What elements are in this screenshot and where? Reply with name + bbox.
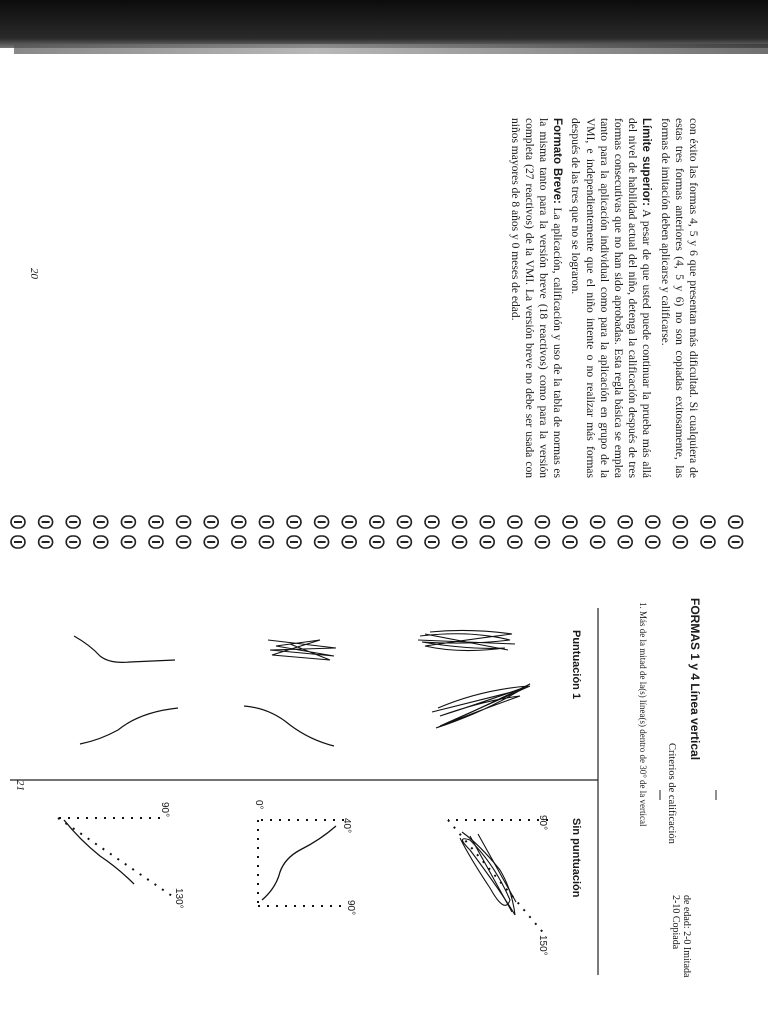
score-1-heading: Puntuación 1	[570, 630, 582, 700]
label-90-mid: 90°	[345, 900, 356, 916]
breve-title: Formato Breve:	[551, 118, 564, 204]
scribble-4	[244, 706, 334, 746]
age-line-1: de edad: 2-0 Imitada	[681, 895, 692, 978]
scribble-3	[268, 640, 336, 660]
scribble-8	[262, 826, 336, 900]
page-title: FORMAS 1 y 4 Línea vertical	[688, 598, 702, 761]
dotted-line-130	[58, 818, 172, 896]
scribble-6	[80, 708, 178, 744]
scribble-5	[74, 636, 175, 662]
label-90-top: 90°	[537, 815, 548, 831]
scribble-1	[418, 630, 515, 650]
page-number-right: 21	[14, 780, 26, 791]
scribble-2	[432, 684, 530, 728]
label-150: 150°	[537, 935, 548, 956]
scribble-7	[460, 832, 516, 915]
paragraph-intro: con éxito las formas 4, 5 y 6 que presentan más dificultad. Si cualquiera de estas tres formas anteriores (4, 5 y 6) no son copiadas exitosamente, las formas de imitación deben aplicarse y calificarse.	[658, 118, 699, 478]
label-90-bottom: 90°	[159, 802, 170, 818]
criteria-heading: Criterios de calificación	[666, 743, 677, 844]
no-score-heading: Sin puntuación	[570, 818, 582, 898]
label-0: 0°	[253, 800, 264, 810]
criteria-rule: 1. Más de la mitad de la(s) línea(s) dentro de 30° de la vertical	[638, 602, 648, 827]
limite-title: Límite superior:	[640, 118, 653, 206]
page-number-left: 20	[28, 268, 40, 279]
limite-text: A pesar de que usted puede continuar la prueba más allá del nivel de habilidad actual del niño, detenga la calificación después de tres formas consecutivas que no han sido aprobadas. Esta regla básica se emplea tanto para la aplicación individual como para la aplicación en grupo de la VMI, e independientemente que el niño intente o no realizar más formas después de las tres que no se lograron.	[569, 118, 653, 478]
age-line-2: 2-10 Copiada	[670, 895, 681, 950]
label-130: 130°	[173, 888, 184, 909]
scribble-9	[64, 820, 134, 884]
label-40: 40°	[341, 818, 352, 834]
breve-text: La aplicación, calificación y uso de la tabla de normas es la misma tanto para la versión breve (18 reactivos) como para la versión completa (27 reactivos) de la VMI. La versión breve no debe ser usada con niños mayores de 8 años y 0 meses de edad.	[508, 118, 564, 478]
dotted-line-150	[448, 820, 546, 936]
